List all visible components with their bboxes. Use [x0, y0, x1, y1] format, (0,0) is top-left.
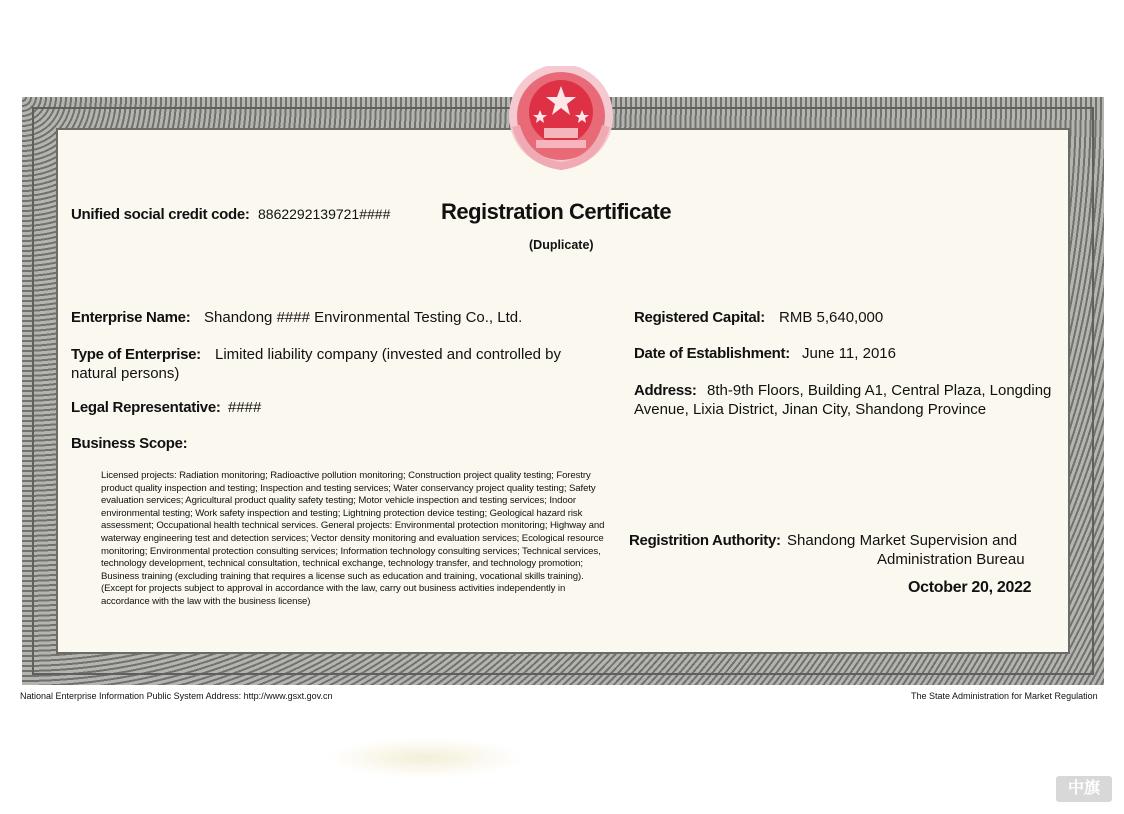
enterprise-type-label: Type of Enterprise: — [71, 346, 201, 363]
legal-rep-label: Legal Representative: — [71, 399, 221, 416]
business-scope-text: Licensed projects: Radiation monitoring; Radioactive pollution monitoring; Construction project quality testing; Forestry product quality inspection and testing; Inspection and testing services; Water conservancy project quality testing; Safety evaluation services; Agricultural product quality safety testing; Motor vehicle inspection and testing services; Indoor environmental testing; Work safety inspection and testing; Lightning protection device testing; Geological hazard risk assessment; Occupational health technical services. General projects: Environmental protection monitoring; Highway and waterway engineering test and detection services; Vector density monitoring and evaluation services; Ecological resource monitoring; Environmental protection consulting services; Information technology consulting services; Technical services, technology development, technical consultation, technical exchange, technology transfer, and technology promotion; Business training (excluding training that requires a license such as education and training, vocational skills training). (Except for projects subject to approval in accordance with the law, carry out business activities independently in accordance with the law with the business license) — [101, 470, 605, 607]
establishment-date-label: Date of Establishment: — [634, 345, 790, 362]
business-scope-label: Business Scope: — [71, 435, 188, 452]
enterprise-type-value-line1: Limited liability company (invested and controlled by — [215, 346, 562, 363]
national-emblem-icon — [506, 66, 616, 176]
address-line1: 8th-9th Floors, Building A1, Central Plaza, Longding — [707, 382, 1052, 399]
address-line2: Avenue, Lixia District, Jinan City, Shandong Province — [634, 401, 987, 418]
registered-capital-value: RMB 5,640,000 — [779, 309, 884, 326]
enterprise-type-value-line2: natural persons) — [71, 365, 180, 382]
certificate-title: Registration Certificate — [441, 199, 672, 224]
legal-rep-value: #### — [228, 399, 262, 416]
credit-code-label: Unified social credit code: — [71, 206, 250, 223]
address-label: Address: — [634, 382, 697, 399]
watermark-badge: 中旗 — [1056, 776, 1112, 802]
footer-left: National Enterprise Information Public System Address: http://www.gsxt.gov.cn — [20, 691, 333, 701]
authority-line2: Administration Bureau — [877, 551, 1025, 568]
issue-date: October 20, 2022 — [908, 579, 1032, 596]
authority-label: Registrition Authority: — [629, 532, 781, 549]
authority-line1: Shandong Market Supervision and — [787, 532, 1018, 549]
seal-smudge — [325, 738, 525, 778]
enterprise-name-value: Shandong #### Environmental Testing Co., Ltd. — [204, 309, 523, 326]
registered-capital-label: Registered Capital: — [634, 309, 765, 326]
credit-code-value: 8862292139721#### — [258, 206, 391, 222]
enterprise-name-label: Enterprise Name: — [71, 309, 191, 326]
establishment-date-value: June 11, 2016 — [802, 345, 896, 362]
footer-right: The State Administration for Market Regulation — [911, 691, 1098, 701]
certificate-subtitle: (Duplicate) — [529, 238, 594, 252]
